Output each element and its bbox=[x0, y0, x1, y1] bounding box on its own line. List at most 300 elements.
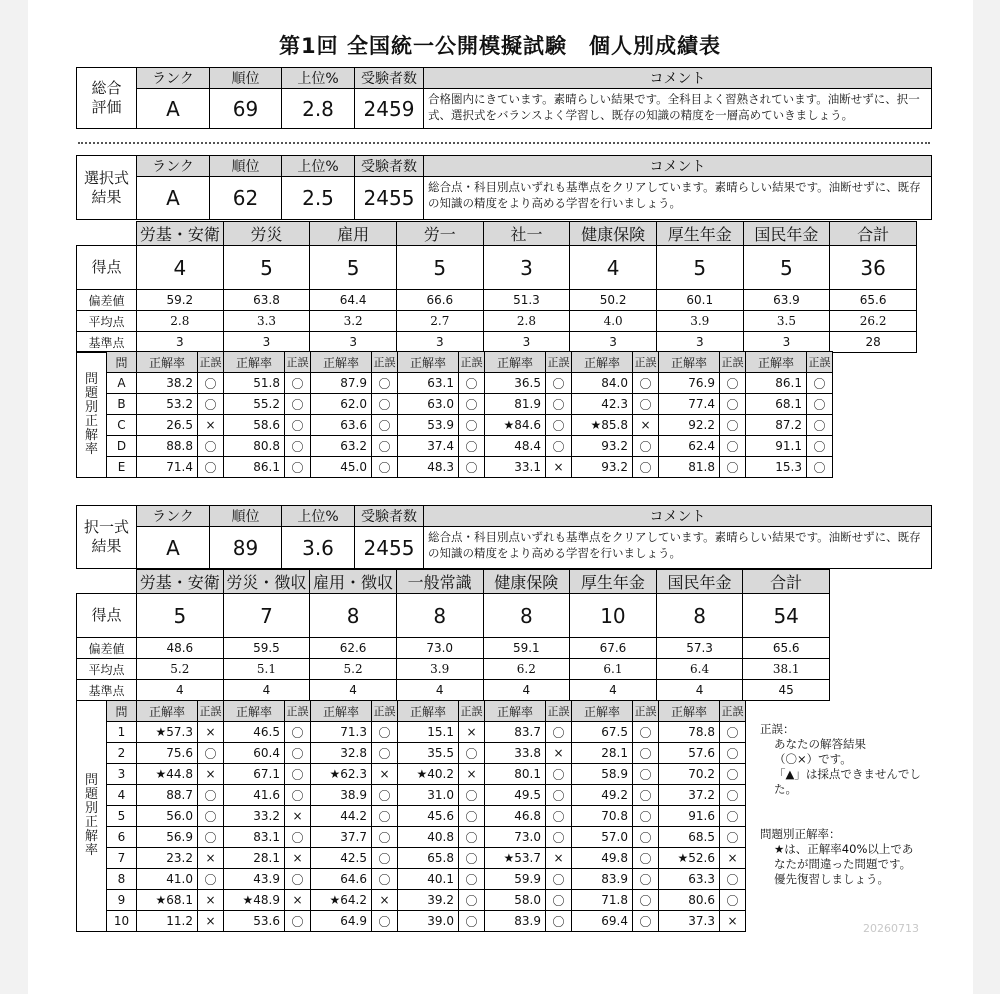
accuracy-cell: 76.9 bbox=[659, 373, 720, 394]
correct-mark: 〇 bbox=[720, 785, 746, 806]
legend-correct-title: 正誤： bbox=[760, 722, 795, 736]
takuitsu-summary-table bbox=[76, 505, 932, 569]
legend-rate-text: 優先復習しましょう。 bbox=[774, 872, 889, 886]
correct-mark: 〇 bbox=[372, 869, 398, 890]
correct-mark: 〇 bbox=[720, 743, 746, 764]
examinees-header: 受験者数 bbox=[355, 506, 424, 527]
correct-header: 正誤 bbox=[546, 701, 572, 722]
correct-mark: × bbox=[198, 415, 224, 436]
correct-mark: 〇 bbox=[459, 806, 485, 827]
correct-mark: 〇 bbox=[459, 415, 485, 436]
deviation-cell: 63.8 bbox=[223, 290, 310, 311]
accuracy-cell: 43.9 bbox=[224, 869, 285, 890]
average-row bbox=[77, 659, 830, 680]
correct-mark: × bbox=[198, 848, 224, 869]
correct-header: 正誤 bbox=[372, 701, 398, 722]
sentaku-comment: 総合点・科目別点いずれも基準点をクリアしています。素晴らしい結果です。油断せずに、既存の知識の精度をより高める学習を行いましょう。 bbox=[424, 177, 932, 220]
correct-mark: × bbox=[372, 764, 398, 785]
deviation-cell: 57.3 bbox=[656, 638, 743, 659]
subject-header: 合計 bbox=[743, 570, 830, 594]
accuracy-cell: 57.0 bbox=[572, 827, 633, 848]
accuracy-cell: 55.2 bbox=[224, 394, 285, 415]
deviation-cell: 51.3 bbox=[483, 290, 570, 311]
accuracy-cell: ★85.8 bbox=[572, 415, 633, 436]
accuracy-cell: ★53.7 bbox=[485, 848, 546, 869]
question-row bbox=[77, 890, 746, 911]
base-label: 基準点 bbox=[77, 332, 137, 353]
accuracy-cell: 58.9 bbox=[572, 764, 633, 785]
accuracy-cell: 39.2 bbox=[398, 890, 459, 911]
accuracy-cell: 71.4 bbox=[137, 457, 198, 478]
accuracy-header: 正解率 bbox=[311, 352, 372, 373]
accuracy-cell: 32.8 bbox=[311, 743, 372, 764]
correct-mark: × bbox=[633, 415, 659, 436]
accuracy-header: 正解率 bbox=[746, 352, 807, 373]
sentaku-scores-table bbox=[76, 221, 917, 353]
subject-header: 健康保険 bbox=[570, 222, 657, 246]
legend-rate-text: なたが間違った問題です。 bbox=[774, 857, 912, 871]
accuracy-cell: 71.8 bbox=[572, 890, 633, 911]
accuracy-cell: 64.6 bbox=[311, 869, 372, 890]
average-cell: 6.1 bbox=[570, 659, 657, 680]
average-cell: 3.9 bbox=[396, 659, 483, 680]
accuracy-cell: 42.3 bbox=[572, 394, 633, 415]
accuracy-cell: 51.8 bbox=[224, 373, 285, 394]
deviation-cell: 60.1 bbox=[656, 290, 743, 311]
overall-table bbox=[76, 67, 932, 129]
accuracy-cell: 62.0 bbox=[311, 394, 372, 415]
accuracy-cell: 71.3 bbox=[311, 722, 372, 743]
overall-rank: A bbox=[137, 89, 210, 129]
score-cell: 8 bbox=[483, 594, 570, 638]
base-cell: 3 bbox=[223, 332, 310, 353]
correct-mark: 〇 bbox=[720, 869, 746, 890]
question-row bbox=[77, 827, 746, 848]
correct-mark: 〇 bbox=[633, 743, 659, 764]
sentaku-top-pct: 2.5 bbox=[282, 177, 355, 220]
deviation-cell: 73.0 bbox=[396, 638, 483, 659]
question-side-label bbox=[77, 352, 107, 478]
legend-correct-text: （〇×）です。 bbox=[774, 752, 852, 766]
correct-mark: × bbox=[198, 764, 224, 785]
accuracy-cell: 63.3 bbox=[659, 869, 720, 890]
subject-header: 雇用 bbox=[310, 222, 397, 246]
question-row bbox=[77, 457, 833, 478]
correct-mark: 〇 bbox=[807, 457, 833, 478]
accuracy-cell: 87.2 bbox=[746, 415, 807, 436]
subject-header: 労一 bbox=[396, 222, 483, 246]
question-number: 4 bbox=[107, 785, 137, 806]
accuracy-header: 正解率 bbox=[572, 701, 633, 722]
score-cell: 4 bbox=[137, 246, 224, 290]
score-cell: 5 bbox=[310, 246, 397, 290]
accuracy-cell: 88.8 bbox=[137, 436, 198, 457]
accuracy-cell: ★64.2 bbox=[311, 890, 372, 911]
question-header-row bbox=[77, 352, 833, 373]
accuracy-cell: 77.4 bbox=[659, 394, 720, 415]
accuracy-cell: 80.1 bbox=[485, 764, 546, 785]
takuitsu-comment: 総合点・科目別点いずれも基準点をクリアしています。素晴らしい結果です。油断せずに、既存の知識の精度をより高める学習を行いましょう。 bbox=[424, 527, 932, 569]
correct-mark: 〇 bbox=[372, 722, 398, 743]
correct-mark: 〇 bbox=[546, 785, 572, 806]
base-cell: 4 bbox=[310, 680, 397, 701]
correct-mark: 〇 bbox=[720, 457, 746, 478]
correct-mark: 〇 bbox=[285, 373, 311, 394]
correct-header: 正誤 bbox=[720, 701, 746, 722]
question-header-row bbox=[77, 701, 746, 722]
side-label-char: 率 bbox=[84, 441, 98, 457]
deviation-cell: 48.6 bbox=[137, 638, 224, 659]
accuracy-cell: 68.5 bbox=[659, 827, 720, 848]
accuracy-cell: 45.0 bbox=[311, 457, 372, 478]
correct-mark: 〇 bbox=[807, 436, 833, 457]
accuracy-cell: 70.2 bbox=[659, 764, 720, 785]
correct-mark: 〇 bbox=[807, 415, 833, 436]
correct-mark: 〇 bbox=[459, 869, 485, 890]
subject-header: 雇用・徴収 bbox=[310, 570, 397, 594]
correct-header: 正誤 bbox=[633, 352, 659, 373]
overall-comment: 合格圏内にきています。素晴らしい結果です。全科目よく習熟されています。油断せずに、択一式、選択式をバランスよく学習し、既存の知識の精度を一層高めていきましょう。 bbox=[424, 89, 932, 129]
base-cell: 4 bbox=[656, 680, 743, 701]
correct-mark: × bbox=[720, 911, 746, 932]
score-cell: 5 bbox=[396, 246, 483, 290]
correct-mark: 〇 bbox=[372, 394, 398, 415]
overall-examinees: 2459 bbox=[355, 89, 424, 129]
accuracy-cell: 81.8 bbox=[659, 457, 720, 478]
overall-top-pct: 2.8 bbox=[282, 89, 355, 129]
average-cell: 2.8 bbox=[137, 311, 224, 332]
accuracy-cell: 63.2 bbox=[311, 436, 372, 457]
correct-mark: 〇 bbox=[372, 827, 398, 848]
takuitsu-position: 89 bbox=[210, 527, 282, 569]
accuracy-cell: 81.9 bbox=[485, 394, 546, 415]
accuracy-header: 正解率 bbox=[224, 352, 285, 373]
correct-mark: × bbox=[285, 848, 311, 869]
accuracy-cell: 62.4 bbox=[659, 436, 720, 457]
question-number-header: 問 bbox=[107, 352, 137, 373]
accuracy-cell: 37.2 bbox=[659, 785, 720, 806]
average-cell: 5.2 bbox=[310, 659, 397, 680]
position-header: 順位 bbox=[210, 506, 282, 527]
correct-mark: 〇 bbox=[633, 890, 659, 911]
side-label-char: 解 bbox=[84, 829, 98, 844]
score-cell: 8 bbox=[656, 594, 743, 638]
accuracy-cell: 39.0 bbox=[398, 911, 459, 932]
accuracy-header: 正解率 bbox=[398, 352, 459, 373]
correct-mark: 〇 bbox=[720, 890, 746, 911]
question-number: 3 bbox=[107, 764, 137, 785]
correct-mark: 〇 bbox=[372, 415, 398, 436]
accuracy-cell: ★62.3 bbox=[311, 764, 372, 785]
correct-mark: 〇 bbox=[546, 827, 572, 848]
average-label: 平均点 bbox=[77, 311, 137, 332]
question-number: 8 bbox=[107, 869, 137, 890]
accuracy-cell: 67.1 bbox=[224, 764, 285, 785]
accuracy-cell: 53.2 bbox=[137, 394, 198, 415]
accuracy-cell: 36.5 bbox=[485, 373, 546, 394]
base-cell: 4 bbox=[396, 680, 483, 701]
accuracy-cell: 63.1 bbox=[398, 373, 459, 394]
examinees-header: 受験者数 bbox=[355, 68, 424, 89]
correct-mark: 〇 bbox=[459, 848, 485, 869]
correct-mark: × bbox=[285, 806, 311, 827]
accuracy-cell: 60.4 bbox=[224, 743, 285, 764]
base-cell: 28 bbox=[830, 332, 917, 353]
question-number: B bbox=[107, 394, 137, 415]
deviation-cell: 59.5 bbox=[223, 638, 310, 659]
correct-mark: 〇 bbox=[285, 457, 311, 478]
question-row bbox=[77, 373, 833, 394]
average-cell: 3.9 bbox=[656, 311, 743, 332]
score-row bbox=[77, 594, 830, 638]
accuracy-cell: 87.9 bbox=[311, 373, 372, 394]
correct-mark: 〇 bbox=[372, 806, 398, 827]
correct-mark: × bbox=[459, 764, 485, 785]
correct-mark: 〇 bbox=[198, 806, 224, 827]
correct-mark: 〇 bbox=[285, 722, 311, 743]
correct-mark: 〇 bbox=[633, 394, 659, 415]
correct-mark: × bbox=[198, 722, 224, 743]
score-cell: 5 bbox=[223, 246, 310, 290]
correct-mark: 〇 bbox=[720, 436, 746, 457]
accuracy-cell: 31.0 bbox=[398, 785, 459, 806]
average-row bbox=[77, 311, 917, 332]
base-cell: 45 bbox=[743, 680, 830, 701]
subject-header: 健康保険 bbox=[483, 570, 570, 594]
accuracy-cell: ★48.9 bbox=[224, 890, 285, 911]
correct-mark: 〇 bbox=[546, 806, 572, 827]
correct-mark: 〇 bbox=[285, 827, 311, 848]
side-label-char: 正 bbox=[84, 815, 98, 830]
average-cell: 38.1 bbox=[743, 659, 830, 680]
correct-mark: 〇 bbox=[546, 764, 572, 785]
correct-mark: 〇 bbox=[633, 436, 659, 457]
question-number: E bbox=[107, 457, 137, 478]
average-cell: 3.2 bbox=[310, 311, 397, 332]
takuitsu-label: 択一式 結果 bbox=[77, 506, 137, 569]
accuracy-cell: 53.6 bbox=[224, 911, 285, 932]
accuracy-cell: 48.4 bbox=[485, 436, 546, 457]
correct-mark: 〇 bbox=[546, 869, 572, 890]
correct-mark: 〇 bbox=[198, 827, 224, 848]
base-cell: 4 bbox=[223, 680, 310, 701]
question-number: 7 bbox=[107, 848, 137, 869]
accuracy-cell: 15.3 bbox=[746, 457, 807, 478]
average-cell: 3.3 bbox=[223, 311, 310, 332]
correct-header: 正誤 bbox=[198, 352, 224, 373]
correct-header: 正誤 bbox=[285, 352, 311, 373]
accuracy-cell: 49.5 bbox=[485, 785, 546, 806]
correct-header: 正誤 bbox=[372, 352, 398, 373]
correct-header: 正誤 bbox=[633, 701, 659, 722]
accuracy-cell: 23.2 bbox=[137, 848, 198, 869]
side-label-char: 正 bbox=[84, 413, 98, 429]
accuracy-cell: 37.7 bbox=[311, 827, 372, 848]
base-row bbox=[77, 332, 917, 353]
correct-mark: 〇 bbox=[546, 394, 572, 415]
comment-header: コメント bbox=[424, 506, 932, 527]
date-stamp: 20260713 bbox=[863, 922, 919, 935]
accuracy-cell: 67.5 bbox=[572, 722, 633, 743]
deviation-cell: 66.6 bbox=[396, 290, 483, 311]
accuracy-cell: 83.1 bbox=[224, 827, 285, 848]
top-pct-header: 上位% bbox=[282, 506, 355, 527]
sentaku-question-table bbox=[76, 351, 833, 478]
accuracy-cell: 91.6 bbox=[659, 806, 720, 827]
subject-header: 厚生年金 bbox=[570, 570, 657, 594]
position-header: 順位 bbox=[210, 156, 282, 177]
accuracy-header: 正解率 bbox=[659, 352, 720, 373]
correct-mark: 〇 bbox=[372, 457, 398, 478]
accuracy-cell: 37.4 bbox=[398, 436, 459, 457]
base-cell: 4 bbox=[483, 680, 570, 701]
correct-mark: × bbox=[372, 890, 398, 911]
correct-mark: 〇 bbox=[198, 436, 224, 457]
correct-mark: 〇 bbox=[459, 436, 485, 457]
accuracy-header: 正解率 bbox=[572, 352, 633, 373]
deviation-label: 偏差値 bbox=[77, 638, 137, 659]
sentaku-position: 62 bbox=[210, 177, 282, 220]
rank-header: ランク bbox=[137, 156, 210, 177]
correct-header: 正誤 bbox=[198, 701, 224, 722]
correct-mark: 〇 bbox=[807, 373, 833, 394]
question-number: 9 bbox=[107, 890, 137, 911]
accuracy-cell: 86.1 bbox=[224, 457, 285, 478]
base-cell: 3 bbox=[656, 332, 743, 353]
takuitsu-rank: A bbox=[137, 527, 210, 569]
correct-mark: 〇 bbox=[720, 394, 746, 415]
base-row bbox=[77, 680, 830, 701]
accuracy-cell: 91.1 bbox=[746, 436, 807, 457]
correct-header: 正誤 bbox=[807, 352, 833, 373]
correct-mark: 〇 bbox=[546, 373, 572, 394]
base-cell: 3 bbox=[570, 332, 657, 353]
accuracy-cell: 80.8 bbox=[224, 436, 285, 457]
score-cell: 5 bbox=[743, 246, 830, 290]
correct-mark: 〇 bbox=[633, 869, 659, 890]
accuracy-cell: 58.0 bbox=[485, 890, 546, 911]
accuracy-cell: 35.5 bbox=[398, 743, 459, 764]
corner-cell bbox=[77, 570, 137, 594]
correct-mark: 〇 bbox=[546, 890, 572, 911]
base-cell: 3 bbox=[396, 332, 483, 353]
correct-mark: 〇 bbox=[459, 890, 485, 911]
base-cell: 4 bbox=[137, 680, 224, 701]
question-row bbox=[77, 394, 833, 415]
accuracy-cell: 48.3 bbox=[398, 457, 459, 478]
average-label: 平均点 bbox=[77, 659, 137, 680]
correct-header: 正誤 bbox=[285, 701, 311, 722]
correct-mark: 〇 bbox=[285, 436, 311, 457]
accuracy-cell: 57.6 bbox=[659, 743, 720, 764]
comment-header: コメント bbox=[424, 68, 932, 89]
accuracy-cell: 93.2 bbox=[572, 457, 633, 478]
correct-header: 正誤 bbox=[459, 352, 485, 373]
deviation-cell: 63.9 bbox=[743, 290, 830, 311]
accuracy-cell: 84.0 bbox=[572, 373, 633, 394]
correct-mark: 〇 bbox=[198, 394, 224, 415]
subject-header: 労災 bbox=[223, 222, 310, 246]
average-cell: 5.2 bbox=[137, 659, 224, 680]
accuracy-cell: 41.0 bbox=[137, 869, 198, 890]
divider bbox=[78, 142, 930, 144]
question-row bbox=[77, 806, 746, 827]
correct-mark: 〇 bbox=[285, 764, 311, 785]
score-cell: 10 bbox=[570, 594, 657, 638]
correct-mark: 〇 bbox=[633, 457, 659, 478]
sentaku-label: 選択式 結果 bbox=[77, 156, 137, 220]
correct-mark: 〇 bbox=[285, 415, 311, 436]
correct-mark: × bbox=[546, 457, 572, 478]
accuracy-header: 正解率 bbox=[485, 352, 546, 373]
correct-mark: 〇 bbox=[633, 373, 659, 394]
correct-mark: 〇 bbox=[459, 785, 485, 806]
correct-mark: 〇 bbox=[459, 457, 485, 478]
examinees-header: 受験者数 bbox=[355, 156, 424, 177]
accuracy-header: 正解率 bbox=[485, 701, 546, 722]
correct-header: 正誤 bbox=[459, 701, 485, 722]
deviation-cell: 67.6 bbox=[570, 638, 657, 659]
correct-mark: 〇 bbox=[633, 827, 659, 848]
accuracy-cell: 70.8 bbox=[572, 806, 633, 827]
accuracy-cell: 38.9 bbox=[311, 785, 372, 806]
accuracy-cell: ★84.6 bbox=[485, 415, 546, 436]
correct-mark: 〇 bbox=[633, 722, 659, 743]
correct-mark: 〇 bbox=[633, 806, 659, 827]
correct-mark: 〇 bbox=[198, 785, 224, 806]
question-number: 6 bbox=[107, 827, 137, 848]
accuracy-header: 正解率 bbox=[224, 701, 285, 722]
correct-header: 正誤 bbox=[720, 352, 746, 373]
correct-mark: 〇 bbox=[372, 436, 398, 457]
top-pct-header: 上位% bbox=[282, 156, 355, 177]
accuracy-cell: ★44.8 bbox=[137, 764, 198, 785]
accuracy-cell: 56.9 bbox=[137, 827, 198, 848]
accuracy-cell: 56.0 bbox=[137, 806, 198, 827]
correct-mark: × bbox=[720, 848, 746, 869]
accuracy-cell: 63.0 bbox=[398, 394, 459, 415]
subject-header: 労基・安衛 bbox=[137, 222, 224, 246]
score-cell: 8 bbox=[396, 594, 483, 638]
sentaku-summary-table bbox=[76, 155, 932, 220]
accuracy-header: 正解率 bbox=[137, 352, 198, 373]
correct-mark: 〇 bbox=[633, 785, 659, 806]
question-number: 5 bbox=[107, 806, 137, 827]
base-cell: 3 bbox=[743, 332, 830, 353]
legend-correct-text: た。 bbox=[774, 782, 797, 796]
deviation-row bbox=[77, 638, 830, 659]
legend-correct-text: あなたの解答結果 bbox=[774, 737, 866, 751]
correct-mark: 〇 bbox=[720, 806, 746, 827]
accuracy-cell: 78.8 bbox=[659, 722, 720, 743]
correct-mark: 〇 bbox=[807, 394, 833, 415]
deviation-cell: 59.2 bbox=[137, 290, 224, 311]
subject-header: 合計 bbox=[830, 222, 917, 246]
accuracy-cell: 73.0 bbox=[485, 827, 546, 848]
accuracy-cell: 83.9 bbox=[572, 869, 633, 890]
score-cell: 8 bbox=[310, 594, 397, 638]
correct-mark: 〇 bbox=[459, 743, 485, 764]
accuracy-cell: 42.5 bbox=[311, 848, 372, 869]
average-cell: 3.5 bbox=[743, 311, 830, 332]
correct-mark: 〇 bbox=[459, 394, 485, 415]
question-row bbox=[77, 722, 746, 743]
correct-mark: 〇 bbox=[633, 848, 659, 869]
subject-header: 国民年金 bbox=[656, 570, 743, 594]
legend-correct-text: 「▲」は採点できませんでし bbox=[774, 767, 921, 781]
correct-mark: 〇 bbox=[720, 764, 746, 785]
average-cell: 6.2 bbox=[483, 659, 570, 680]
